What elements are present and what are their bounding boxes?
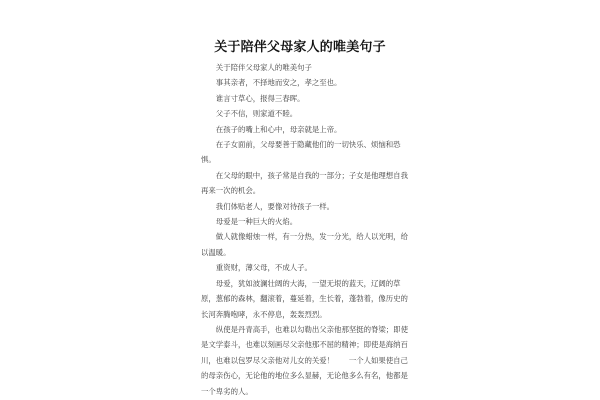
paragraph: 在孩子的嘴上和心中，母亲就是上帝。 xyxy=(215,124,342,134)
document-body xyxy=(201,60,409,399)
paragraph: 母爱是一种巨大的火焰。 xyxy=(215,217,298,227)
paragraph: 重资财，薄父母，不成人子。 xyxy=(215,263,312,273)
paragraph: 父子不信，则家道不睦。 xyxy=(215,109,298,119)
paragraph: 事其亲者，不择地而安之，孝之至也。 xyxy=(215,78,342,88)
paragraph: 做人就像蜡烛一样，有一分热，发一分光，给人以光明，给以温暖。 xyxy=(201,232,408,257)
document-title: 关于陪伴父母家人的唯美句子 xyxy=(214,40,386,55)
paragraph: 在父母的眼中，孩子常是自我的一部分；子女是他理想自我再来一次的机会。 xyxy=(201,170,408,196)
paragraph: 在子女面前，父母要善于隐藏他们的一切快乐、烦恼和恐惧。 xyxy=(201,140,401,165)
paragraph: 关于陪伴父母家人的唯美句子 xyxy=(215,63,312,72)
paragraph: 纵使是丹青高手，也难以勾勒出父亲他那坚挺的脊梁；即使是文学泰斗，也难以刻画尽父亲他那不屈的精神；即使是海纳百川，也难以包罗尽父亲他对儿女的关爱！ 一个人如果使自己的母亲伤心，无论他的地位多么显赫，无论他多么有名，他都是一个卑劣的人。 xyxy=(201,324,408,396)
paragraph: 谁言寸草心，报得三春晖。 xyxy=(215,93,305,103)
paragraph: 我们体贴老人，要像对待孩子一样。 xyxy=(215,201,335,211)
paragraph: 母爱，犹如波澜壮阔的大海，一望无垠的蓝天，辽阔的草原，葱郁的森林，翻滚着，蔓延着，生长着，蓬勃着，像历史的长河奔腾咆哮，永不停息，轰轰烈烈。 xyxy=(201,278,408,319)
